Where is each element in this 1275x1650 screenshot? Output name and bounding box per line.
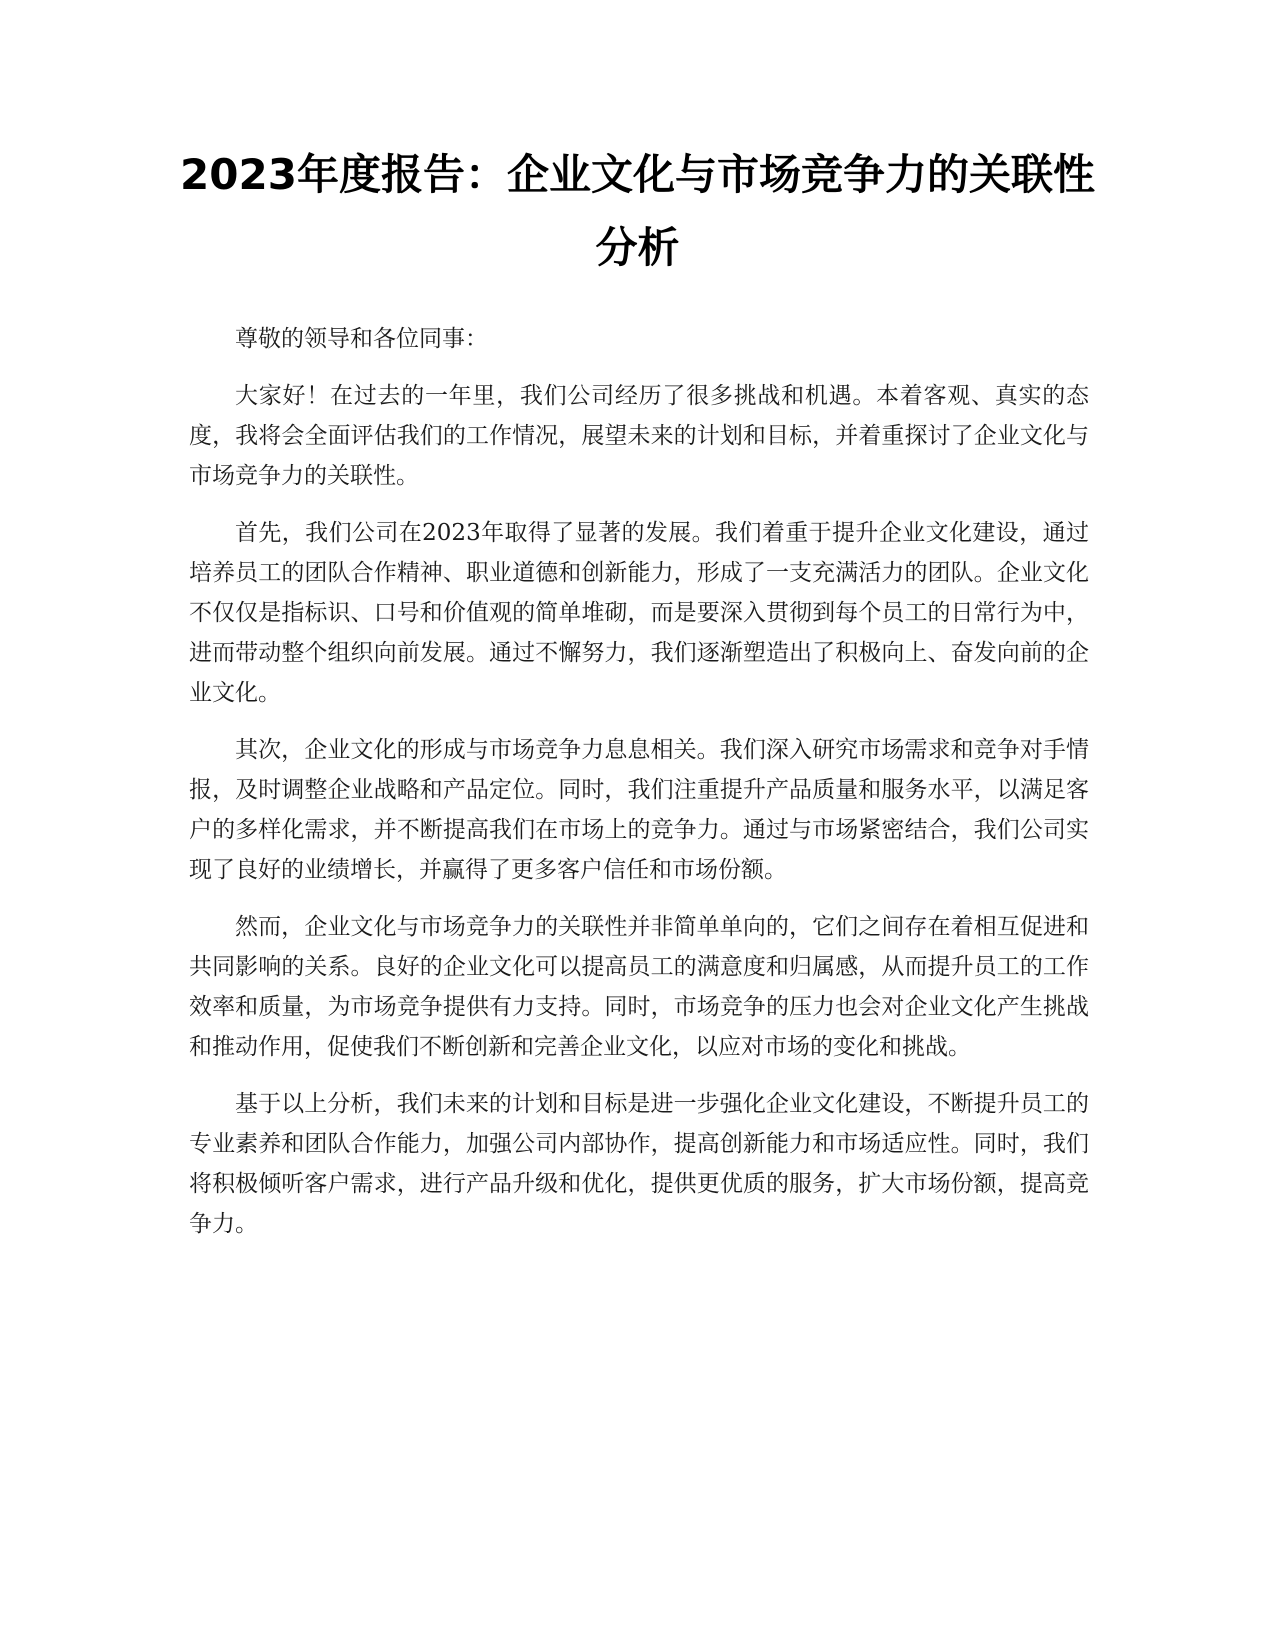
body-paragraph: 然而，企业文化与市场竞争力的关联性并非简单单向的，它们之间存在着相互促进和共同影响的关系。良好的企业文化可以提高员工的满意度和归属感，从而提升员工的工作效率和质量，为市场竞争提供有力支持。同时，市场竞争的压力也会对企业文化产生挑战和推动作用，促使我们不断创新和完善企业文化，以应对市场的变化和挑战。 (189, 914, 1089, 1060)
document-body (189, 319, 1089, 1261)
body-paragraph: 其次，企业文化的形成与市场竞争力息息相关。我们深入研究市场需求和竞争对手情报，及时调整企业战略和产品定位。同时，我们注重提升产品质量和服务水平，以满足客户的多样化需求，并不断提高我们在市场上的竞争力。通过与市场紧密结合，我们公司实现了良好的业绩增长，并赢得了更多客户信任和市场份额。 (189, 737, 1089, 883)
body-paragraph: 首先，我们公司在2023年取得了显著的发展。我们着重于提升企业文化建设，通过培养员工的团队合作精神、职业道德和创新能力，形成了一支充满活力的团队。企业文化不仅仅是指标识、口号和价值观的简单堆砌，而是要深入贯彻到每个员工的日常行为中，进而带动整个组织向前发展。通过不懈努力，我们逐渐塑造出了积极向上、奋发向前的企业文化。 (189, 520, 1089, 706)
body-paragraph: 大家好！在过去的一年里，我们公司经历了很多挑战和机遇。本着客观、真实的态度，我将会全面评估我们的工作情况，展望未来的计划和目标，并着重探讨了企业文化与市场竞争力的关联性。 (189, 383, 1089, 489)
document-title: 2023年度报告：企业文化与市场竞争力的关联性分析 (180, 150, 1095, 272)
salutation-paragraph: 尊敬的领导和各位同事： (235, 326, 488, 352)
body-paragraph: 基于以上分析，我们未来的计划和目标是进一步强化企业文化建设，不断提升员工的专业素养和团队合作能力，加强公司内部协作，提高创新能力和市场适应性。同时，我们将积极倾听客户需求，进行产品升级和优化，提供更优质的服务，扩大市场份额，提高竞争力。 (189, 1091, 1089, 1237)
